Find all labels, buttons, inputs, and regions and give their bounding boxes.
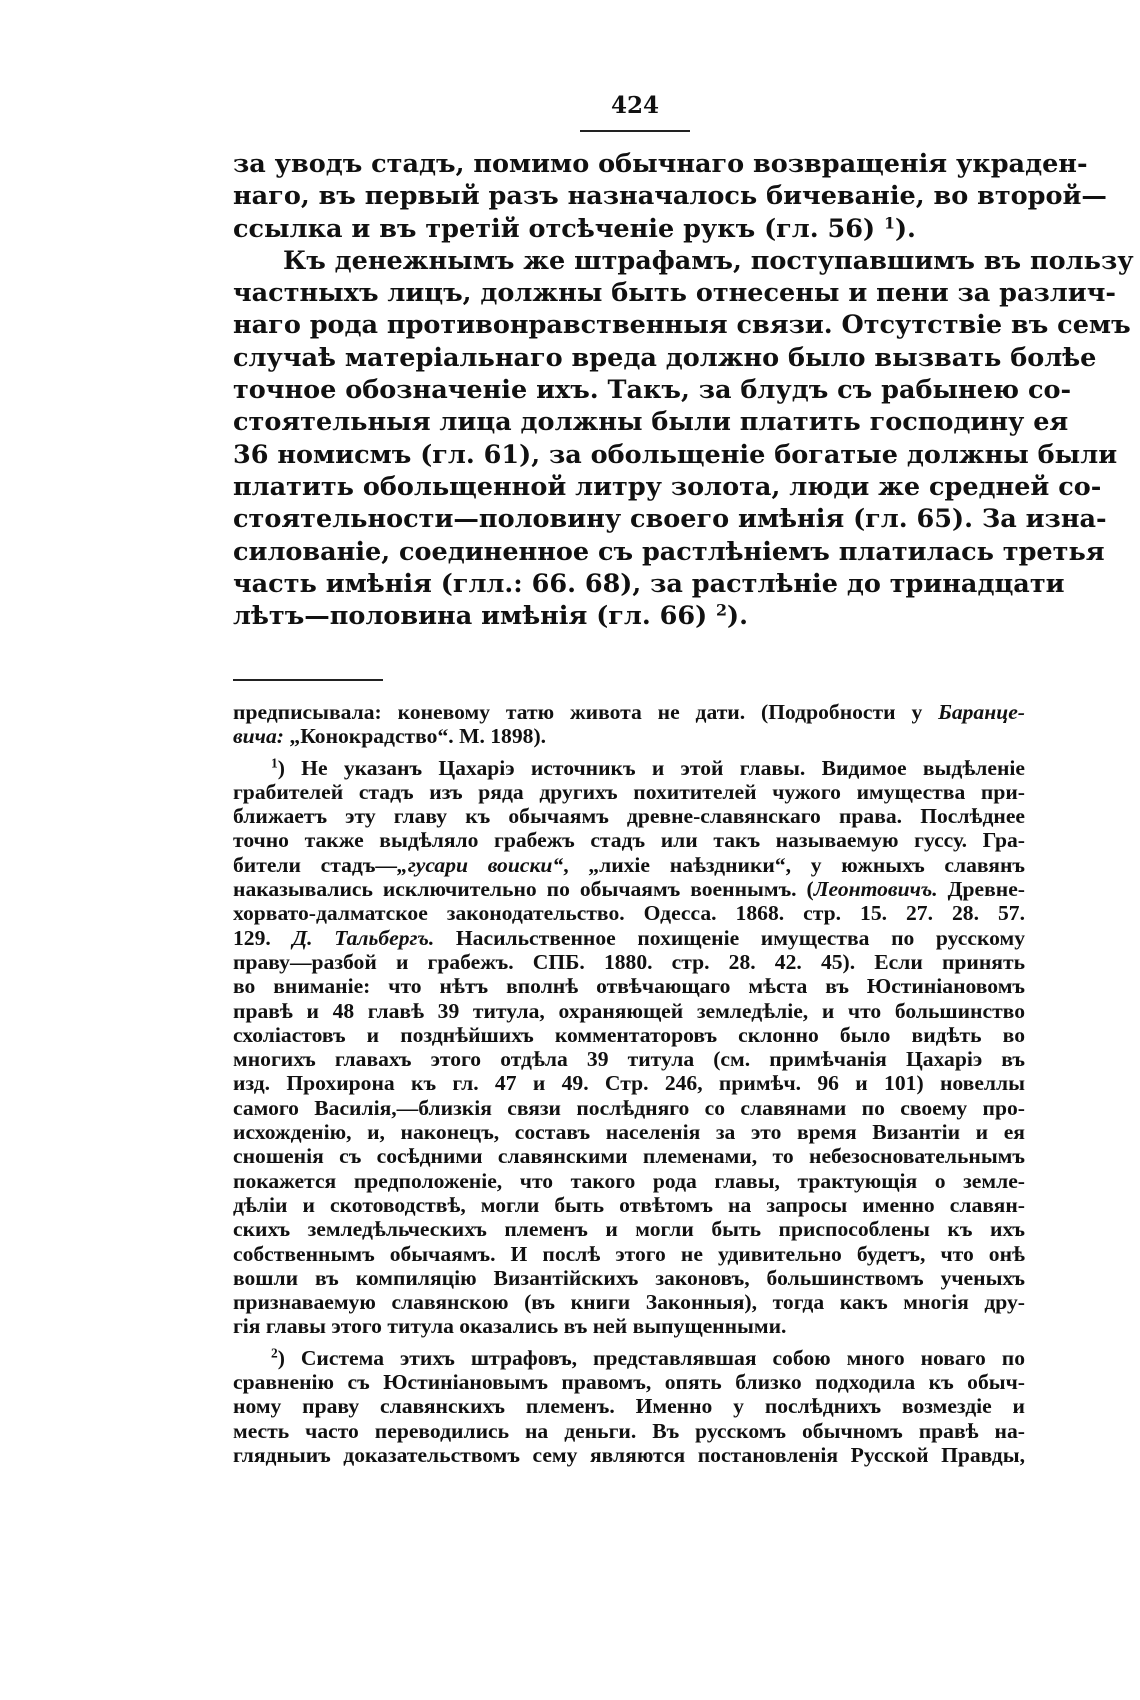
page-number-underline (580, 130, 690, 132)
main-line: наго рода противонравственныя связи. Отсутствіе въ семъ (233, 310, 1131, 341)
footnote-line (233, 1346, 1025, 1370)
footnote-line: самого Василія,—близкія связи послѣдняго со славянами по своему про- (233, 1095, 1025, 1120)
footnote-line: сравненію съ Юстиніановымъ правомъ, опять близко подходила къ обыч- (233, 1370, 1025, 1395)
footnote-text: 129. (233, 925, 293, 950)
footnote-line (233, 877, 1025, 901)
footnote-mark: 1 (271, 755, 278, 771)
footnote-line: ближаетъ эту главу къ обычаямъ древне-славянскаго права. Послѣднее (233, 804, 1025, 829)
footnote-line: хорвато-далматское законодательство. Одесса. 1868. стр. 15. 27. 28. 57. (233, 901, 1025, 926)
footnote-mark: 2 (271, 1345, 278, 1361)
main-line (233, 600, 1025, 632)
main-line (233, 213, 1025, 245)
main-line: силованіе, соединенное съ растлѣніемъ платилась третья (233, 536, 1105, 567)
footnote-line: дѣліи и скотоводствѣ, могли быть отвѣтомъ на запросы именно славян- (233, 1192, 1025, 1217)
main-line: частныхъ лицъ, должны быть отнесены и пени за различ- (233, 278, 1116, 309)
footnote-line: собственнымъ обычаямъ. И послѣ этого не удивительно будетъ, что онѣ (233, 1241, 1025, 1266)
footnote-ref: 2 (716, 600, 728, 620)
footnote-text: бители стадъ— (233, 852, 398, 877)
main-line: часть имѣнія (глл.: 66. 68), за растлѣніе до тринадцати (233, 568, 1065, 599)
footnote-line (233, 926, 1025, 950)
footnote-line: вошли въ компиляцію Византійскихъ законовъ, большинствомъ ученыхъ (233, 1265, 1025, 1290)
footnote-line: гія главы этого титула оказались въ ней выпущенными. (233, 1314, 787, 1339)
footnote-line (233, 756, 1025, 780)
main-line: случаѣ матеріальнаго вреда должно было вызвать болѣе (233, 342, 1097, 373)
footnote-line: правѣ и 48 главѣ 39 титула, охраняющей земледѣліе, и что большинство (233, 998, 1025, 1023)
footnote-line (233, 724, 1025, 748)
footnote-text: Насильственное похищеніе имущества по русскому (434, 925, 1026, 950)
main-line: 36 номисмъ (гл. 61), за обольщеніе богатые должны были (233, 439, 1118, 470)
footnote-line: изд. Прохирона къ гл. 47 и 49. Стр. 246, примѣч. 96 и 101) новеллы (233, 1071, 1025, 1096)
footnote-line (233, 700, 1025, 724)
footnote-italic: Леонтовичъ. (813, 877, 938, 902)
footnote-line (233, 853, 1025, 877)
footnote-line: сношенія съ сосѣдними славянскими племенами, то небезосновательнымъ (233, 1144, 1025, 1169)
footnote-text: , „лихіе наѣздники“, у южныхъ славянъ (563, 852, 1025, 877)
footnote-text: ) Не указанъ Цахаріэ источникъ и этой главы. Видимое выдѣленіе (277, 755, 1025, 780)
footnote-line: признаваемую славянскою (въ книги Законныя), тогда какъ многія дру- (233, 1290, 1025, 1315)
footnote-line: месть часто переводились на деньги. Въ русскомъ обычномъ правѣ на- (233, 1418, 1025, 1443)
footnote-text: наказывались исключительно по обычаямъ военнымъ. ( (233, 877, 814, 902)
main-line: стоятельности—половину своего имѣнія (гл. 65). За изна- (233, 504, 1107, 535)
main-line: стоятельныя лица должны были платить господину ея (233, 407, 1069, 438)
main-line-text: ссылка и въ третій отсѣченіе рукъ (гл. 56) (233, 213, 884, 244)
footnote-line: точно также выдѣляло грабежъ стадъ или такъ называемую гуссу. Гра- (233, 828, 1025, 853)
main-line: Къ денежнымъ же штрафамъ, поступавшимъ въ пользу (283, 245, 1134, 276)
page-number: 424 (610, 92, 659, 119)
footnote-line: схоліастовъ и позднѣйшихъ комментаторовъ склонно было видѣть во (233, 1022, 1025, 1047)
main-line: за уводъ стадъ, помимо обычнаго возвращенія украден- (233, 149, 1088, 179)
footnote-text: ) Система этихъ штрафовъ, представлявшая собою много новаго по (277, 1345, 1025, 1370)
footnote-italic: Д. Тальбергъ. (292, 925, 435, 950)
footnotes-block (233, 700, 1025, 1467)
footnote-italic: „гусари воиски“ (397, 852, 564, 877)
footnote-line: ному праву славянскихъ племенъ. Именно у послѣднихъ возмездіе и (233, 1394, 1025, 1419)
footnote-text: Древне- (937, 877, 1025, 902)
footnote-italic: Баранце- (938, 700, 1025, 724)
footnote-ref-close: ). (727, 601, 748, 632)
main-line: наго, въ первый разъ назначалось бичеваніе, во второй— (233, 181, 1107, 212)
footnote-line: праву—разбой и грабежъ. СПБ. 1880. стр. 28. 42. 45). Если принять (233, 949, 1025, 974)
main-line: точное обозначеніе ихъ. Такъ, за блудъ съ рабынею со- (233, 375, 1072, 406)
footnote-ref: 1 (883, 212, 895, 232)
footnote-line: грабителей стадъ изъ ряда другихъ похитителей чужого имущества при- (233, 779, 1025, 804)
main-text-block (233, 148, 1134, 632)
footnote-divider (233, 679, 383, 681)
footnote-text: предписывала: коневому татю живота не дати. (Подробности у (233, 700, 939, 724)
footnote-text: „Конокрадство“. М. 1898). (289, 724, 547, 749)
main-line: платить обольщенной литру золота, люди же средней со- (233, 471, 1102, 502)
footnote-line: многихъ главахъ этого отдѣла 39 титула (см. примѣчанія Цахаріэ въ (233, 1047, 1025, 1072)
footnote-line: исхожденію, и, наконецъ, составъ населенія за это время Византіи и ея (233, 1120, 1025, 1145)
main-line-text: лѣтъ—половина имѣнія (гл. 66) (233, 601, 717, 632)
footnote-ref-close: ). (894, 213, 916, 244)
footnote-line: скихъ земледѣльческихъ племенъ и могли быть приспособлены къ ихъ (233, 1217, 1025, 1242)
footnote-italic: вича: (233, 724, 284, 749)
footnote-line: покажется предположеніе, что такого рода главы, трактующія о земле- (233, 1168, 1025, 1193)
footnote-line: во вниманіе: что нѣтъ вполнѣ отвѣчающаго мѣста въ Юстиніановомъ (233, 974, 1025, 999)
footnote-line: глядныиъ доказательствомъ сему являются постановленія Русской Правды, (233, 1442, 1025, 1467)
